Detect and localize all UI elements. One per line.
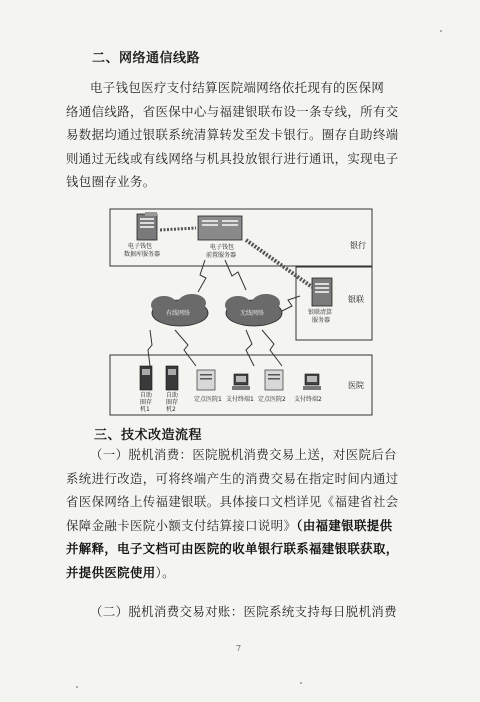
link-wireless-clearing: [280, 296, 300, 312]
text-line: 络通信线路，省医保中心与福建银联布设一条专线，所有交: [66, 103, 399, 119]
link-wired-hospital: [175, 330, 196, 366]
kiosk-icon: [166, 366, 178, 390]
scan-speck: [440, 30, 442, 32]
hospital-server-icon: [265, 370, 283, 390]
dedicated-line: [246, 240, 312, 287]
section-heading-process: 三、技术改造流程: [94, 428, 203, 443]
cloud-label-wired: 有线网络: [166, 310, 191, 317]
text-line: 系统进行改造，可将终端产生的消费交易在指定时间内通过: [66, 470, 399, 486]
link-front-wired: [198, 260, 206, 292]
zone-label-unionpay: 银联: [348, 295, 364, 304]
text-line: （二）脱机消费交易对账：医院系统支持每日脱机消费: [90, 604, 397, 619]
paragraph-offline-consumption: [66, 443, 422, 584]
text-line: 易数据均通过银联系统清算转发至发卡银行。圈存自助终端: [66, 127, 399, 142]
text-line: 省医保网络上传福建银联。具体接口文档详见《福建省社会: [66, 494, 399, 509]
text-line: [66, 514, 422, 538]
payment-terminal-icon: [232, 374, 250, 390]
device-label: 圈存: [166, 399, 179, 406]
device-label: 机2: [166, 406, 176, 413]
device-label: 圈存: [140, 399, 153, 406]
db-server-icon: [137, 212, 157, 240]
paragraph-reconciliation: [66, 600, 422, 624]
device-label: 自助: [140, 392, 153, 399]
text-line: （一）脱机消费：医院脱机消费交易上送，对医院后台: [90, 447, 397, 462]
hospital-server-icon: [197, 370, 215, 390]
device-label: 机1: [140, 406, 150, 413]
front-server-icon: [198, 216, 242, 240]
link-wired-kiosk: [148, 330, 152, 366]
db-server-label-1: 电子钱包: [128, 243, 153, 250]
zone-label-bank: 银行: [350, 241, 366, 250]
cloud-label-wireless: 无线网络: [240, 310, 265, 317]
db-front-link: [160, 228, 196, 230]
device-label: 定点医院2: [258, 396, 286, 403]
text-line: 则通过无线或有线网络与机具投放银行进行通讯，实现电子: [66, 150, 399, 166]
front-server-label-2: 前置服务器: [206, 252, 237, 259]
text-line: 电子钱包医疗支付结算医院端网络依托现有的医保网: [90, 80, 385, 95]
text-segment: ）。: [155, 564, 175, 580]
bold-text-segment: （由福建银联提供: [296, 517, 393, 533]
link-wireless-terminal: [246, 330, 254, 366]
text-line: 钱包圈存业务。: [66, 174, 156, 189]
bold-text-segment: 并提供医院使用: [66, 564, 156, 580]
text-segment: 保障金融卡医院小额支付结算接口说明》: [66, 517, 297, 533]
link-front-wireless: [225, 260, 246, 290]
text-line: [66, 561, 422, 585]
clearing-server-label-1: 银联清算: [308, 309, 333, 316]
device-label: 定点医院1: [194, 396, 222, 403]
link-wireless-hospital2: [262, 330, 282, 366]
db-server-label-2: 数据库服务器: [124, 251, 161, 258]
clearing-server-label-2: 服务器: [312, 317, 331, 324]
scan-speck: [300, 682, 302, 684]
page-number: 7: [236, 644, 242, 653]
device-label: 支付终端1: [226, 396, 254, 403]
section-heading-network: 二、网络通信线路: [92, 51, 201, 66]
clearing-server-icon: [312, 278, 332, 306]
device-label: 自助: [166, 392, 179, 399]
scan-speck: [76, 686, 78, 688]
zone-label-hospital: 医院: [348, 381, 364, 390]
kiosk-icon: [140, 366, 152, 390]
bold-text-line: 并解释，电子文档可由医院的收单银行联系福建银联获取，: [66, 541, 399, 556]
payment-terminal-icon: [303, 374, 321, 390]
front-server-label-1: 电子钱包: [210, 244, 235, 251]
device-label: 支付终端2: [294, 396, 322, 403]
